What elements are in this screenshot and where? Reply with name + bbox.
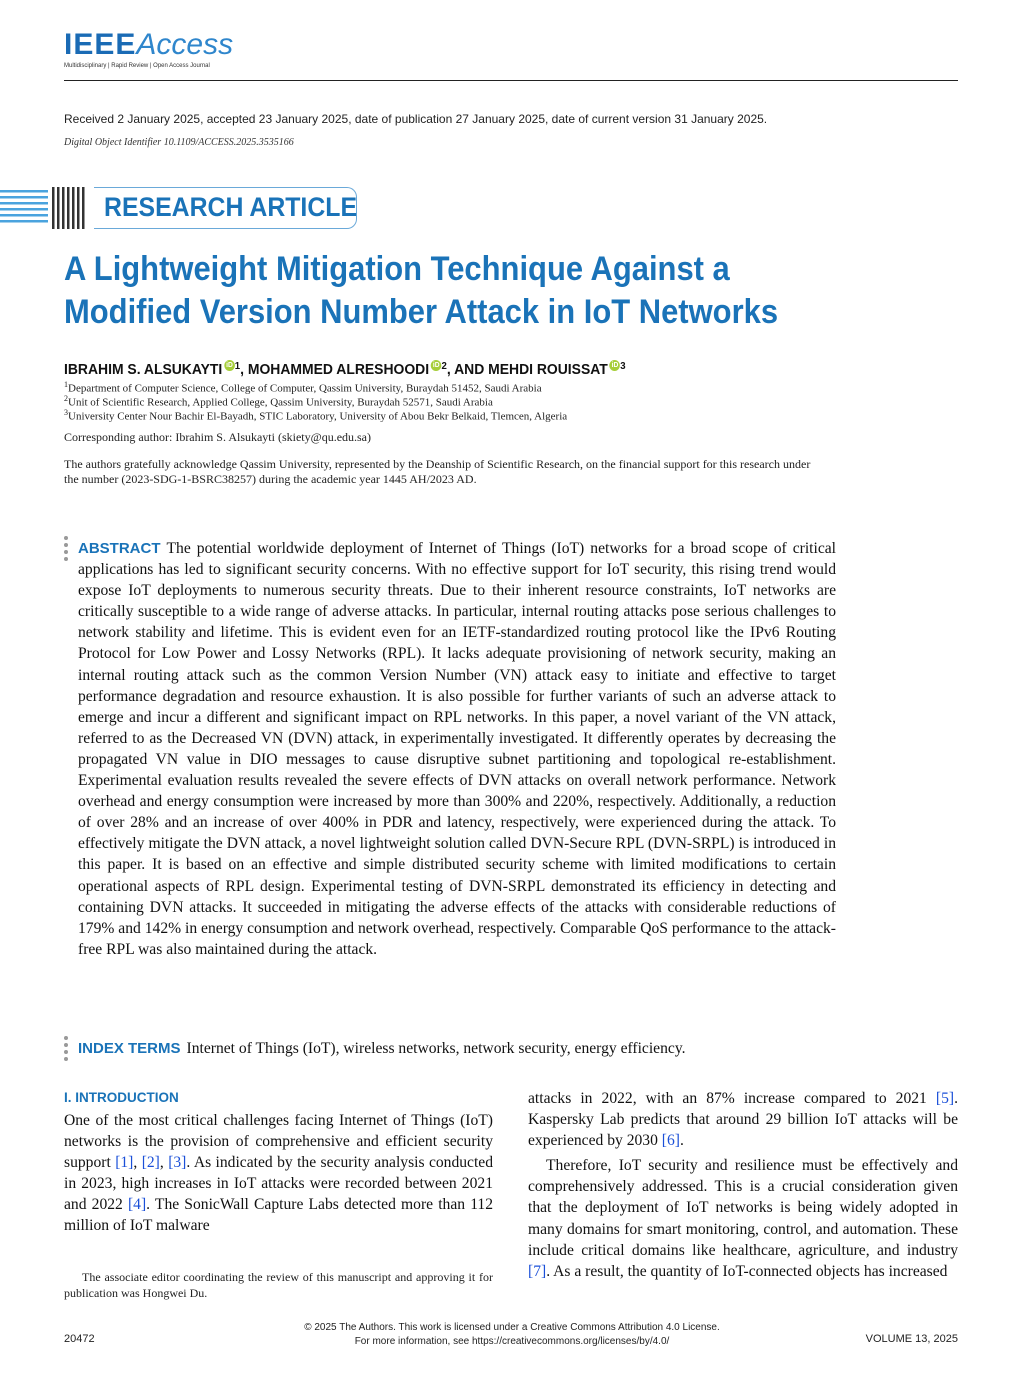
ieee-access-logo: IEEEAccess xyxy=(64,28,234,61)
citation-link[interactable]: [3] xyxy=(168,1154,187,1172)
article-type-label: RESEARCH ARTICLE xyxy=(104,192,358,222)
abstract-label: ABSTRACT xyxy=(78,540,161,557)
received-dates: Received 2 January 2025, accepted 23 January 2025, date of publication 27 January 2025, date of current version 31 January 2025. xyxy=(64,112,768,126)
citation-link[interactable]: [7] xyxy=(528,1262,547,1280)
citation-link[interactable]: [2] xyxy=(141,1154,160,1172)
abstract-text: The potential worldwide deployment of Internet of Things (IoT) networks for a broad scope of critical applications has led to significant security concerns. With no effective support for IoT security, this rising trend would expose IoT deployments to numerous security threats. Due to their inherent resource constraints, IoT networks are critically susceptible to a wide range of adverse attacks. In particular, internal routing attacks pose serious challenges to network stability and lifetime. This is evident even for an IETF-standardized routing protocol like the IPv6 Routing Protocol for Low Power and Lossy Networks (RPL). It lacks adequate provisioning of network security, making an internal routing attack such as the common Version Number (VN) attack easy to initiate and effective to target performance degradation and resource exhaustion. It is also possible for further variants of such an adverse attack to emerge and incur a different and significant impact on RPL networks. In this paper, a novel variant of the VN attack, referred to as the Decreased VN (DVN) attack, in experimentally investigated. It differently operates by decreasing the propagated VN value in DIO messages to cause disruptive subnet partitioning and topological re-establishment. Experimental evaluation results revealed the severe effects of DVN attacks on overall network performance. Network overhead and energy consumption were increased by more than 300% and 220%, respectively. Additionally, a reduction of over 28% and an increase of over 400% in PDR and latency, respectively, were experienced during the attack. To effectively mitigate the DVN attack, a novel lightweight solution called DVN-Secure RPL (DVN-SRPL) is introduced in this paper. It is based on an effective and simple distributed security scheme with limited modifications to certain operational aspects of RPL design. Experimental testing of DVN-SRPL demonstrated its efficiency in detecting and containing DVN attacks. It succeeded in mitigating the adverse effects of the attacks with considerable reductions of 179% and 142% in energy consumption and network overhead, respectively. Comparable QoS performance to the attack-free RPL was also maintained during the attack. xyxy=(78,540,836,958)
index-terms-text: Internet of Things (IoT), wireless networks, network security, energy efficiency. xyxy=(186,1040,686,1057)
intro-paragraph-1-continued: attacks in 2022, with an 87% increase compared to 2021 [5]. Kaspersky Lab predicts that around 29 billion IoT attacks will be experienced by 2030 [6]. xyxy=(528,1090,958,1150)
author-name: IBRAHIM S. ALSUKAYTI xyxy=(64,362,223,378)
orcid-icon[interactable]: iD xyxy=(226,362,233,369)
author-name: MOHAMMED ALRESHOODI xyxy=(247,362,430,378)
intro-paragraph-2: Therefore, IoT security and resilience must be effectively and comprehensively addressed. This is a crucial consideration given that the deployment of IoT networks is being widely adopted in many domains for smart monitoring, control, and automation. These include critical domains like healthcare, agriculture, and industry [7]. As a result, the quantity of IoT-connected objects has increased xyxy=(528,1157,958,1280)
author-affil-number: 1 xyxy=(234,361,241,372)
author-affil-number: 2 xyxy=(441,361,447,372)
corresponding-author: Corresponding author: Ibrahim S. Alsukayti (skiety@qu.edu.sa) xyxy=(64,430,372,444)
author-list xyxy=(64,360,626,378)
volume-label: VOLUME 13, 2025 xyxy=(865,1333,958,1345)
funding-acknowledgment: The authors gratefully acknowledge Qassim University, represented by the Deanship of Scientific Research, on the financial support for this research under the number (2023-SDG-1-BSRC38257) during the academic year 1445 AH/2023 AD. xyxy=(64,457,811,486)
editor-footnote: The associate editor coordinating the review of this manuscript and approving it for publication was Hongwei Du. xyxy=(64,1270,493,1300)
author-affil-number: 3 xyxy=(620,361,626,372)
citation-link[interactable]: [6] xyxy=(661,1132,680,1150)
index-terms-label: INDEX TERMS xyxy=(78,1040,181,1057)
affiliation-3: $^3$University Center Nour Bachir El-Bayadh, STIC Laboratory, University of Abou Bekr Belkaid, Tlemcen, Algeria xyxy=(64,408,568,423)
orcid-icon[interactable]: iD xyxy=(611,362,619,369)
title-line-1: A Lightweight Mitigation Technique Against a xyxy=(64,250,730,288)
affiliation-2: $^2$Unit of Scientific Research, Applied College, Qassim University, Buraydah 52571, Saudi Arabia xyxy=(64,394,493,409)
page-number: 20472 xyxy=(64,1333,95,1345)
citation-link[interactable]: [5] xyxy=(935,1090,955,1107)
title-line-2: Modified Version Number Attack in IoT Networks xyxy=(64,293,779,331)
header-divider xyxy=(64,80,958,81)
citation-link[interactable]: [4] xyxy=(127,1196,147,1214)
index-terms xyxy=(78,1038,878,1059)
right-column xyxy=(528,1088,958,1282)
section-heading-introduction: I. INTRODUCTION xyxy=(64,1090,179,1105)
affiliation-1: $^1$Department of Computer Science, College of Computer, Qassim University, Buraydah 51452, Saudi Arabia xyxy=(64,380,542,395)
citation-link[interactable]: [1] xyxy=(115,1154,134,1172)
left-column xyxy=(64,1110,493,1237)
author-name: MEHDI ROUISSAT xyxy=(488,362,608,378)
abstract xyxy=(78,538,836,960)
banner-stripes-icon xyxy=(0,187,92,229)
author-separator: , xyxy=(240,362,248,378)
abstract-marker-icon xyxy=(64,536,70,564)
license-line-1: © 2025 The Authors. This work is licensed under a Creative Commons Attribution 4.0 License. xyxy=(304,1322,720,1333)
author-separator: , AND xyxy=(446,362,489,378)
index-terms-marker-icon xyxy=(64,1036,70,1064)
intro-paragraph-1: One of the most critical challenges facing Internet of Things (IoT) networks is the provision of comprehensive and efficient security support [1], [2], [3]. As indicated by the security analysis conducted in 2023, high increases in IoT attacks were recorded between 2021 and 2022 [4]. The SonicWall Capture Labs detected more than 112 million of IoT malware xyxy=(64,1112,494,1235)
doi-line: Digital Object Identifier 10.1109/ACCESS.2025.3535166 xyxy=(64,137,294,148)
logo-tagline: Multidisciplinary | Rapid Review | Open Access Journal xyxy=(64,63,210,69)
license-line-2[interactable]: For more information, see https://creativecommons.org/licenses/by/4.0/ xyxy=(354,1336,670,1347)
orcid-icon[interactable]: iD xyxy=(432,362,440,369)
article-title xyxy=(64,248,883,334)
